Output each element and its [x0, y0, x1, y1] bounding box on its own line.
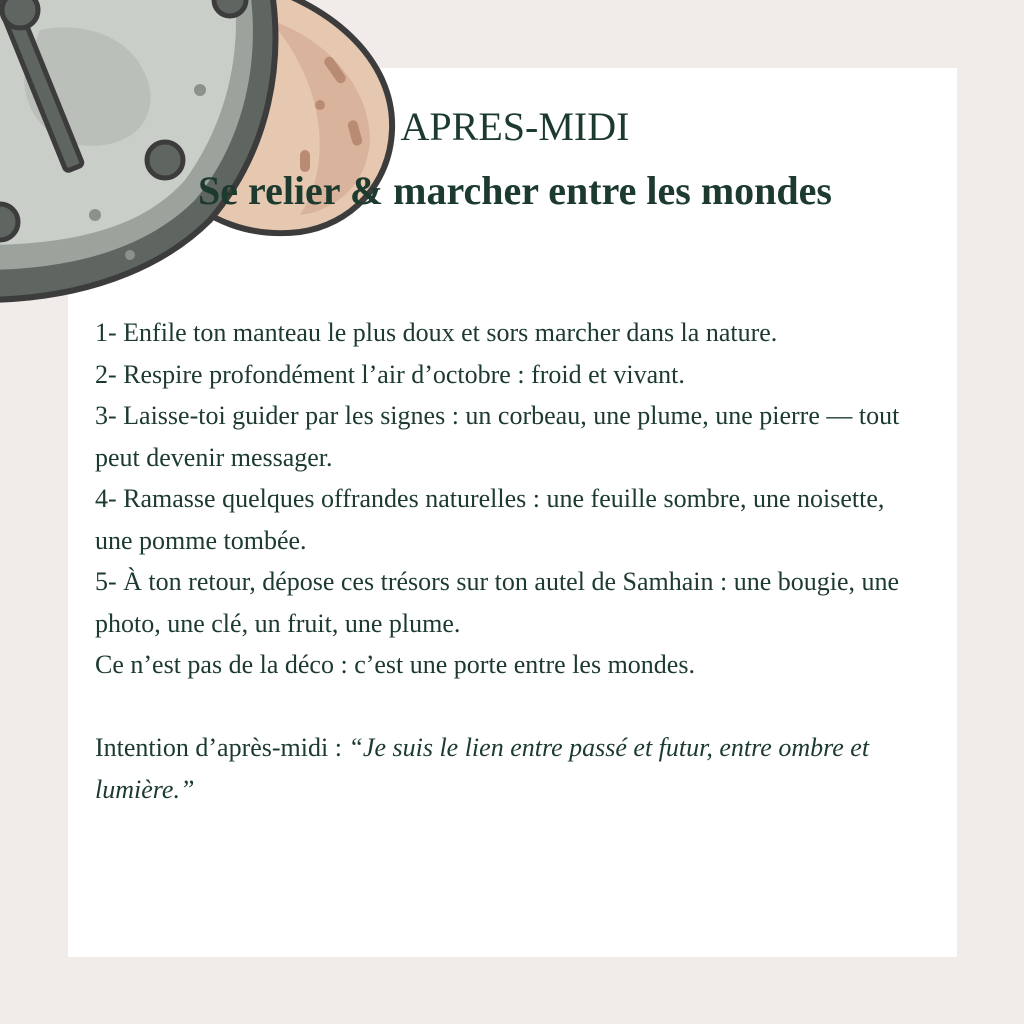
step-item: 3- Laisse-toi guider par les signes : un corbeau, une plume, une pierre — tout peut devenir messager. [95, 401, 900, 472]
intention-quote: “Je suis le lien entre passé et futur, entre ombre et lumière.” [95, 733, 870, 804]
step-item: 4- Ramasse quelques offrandes naturelles : une feuille sombre, une noisette, une pomme tombée. [95, 484, 885, 555]
step-item: 2- Respire profondément l’air d’octobre : froid et vivant. [95, 359, 685, 389]
closing-line: Ce n’est pas de la déco : c’est une porte entre les mondes. [95, 650, 695, 679]
spacer [95, 686, 925, 728]
step-item: 1- Enfile ton manteau le plus doux et sors marcher dans la nature. [95, 318, 778, 347]
intention-line [95, 727, 925, 810]
intention-label: Intention d’après-midi : [95, 733, 349, 762]
title-line-1: APRES-MIDI [400, 104, 630, 149]
instructions [95, 312, 925, 810]
page-title [180, 95, 850, 223]
step-item: 5- À ton retour, dépose ces trésors sur ton autel de Samhain : une bougie, une photo, une clé, un fruit, une plume. [95, 567, 900, 638]
title-line-2: Se relier & marcher entre les mondes [198, 168, 832, 213]
